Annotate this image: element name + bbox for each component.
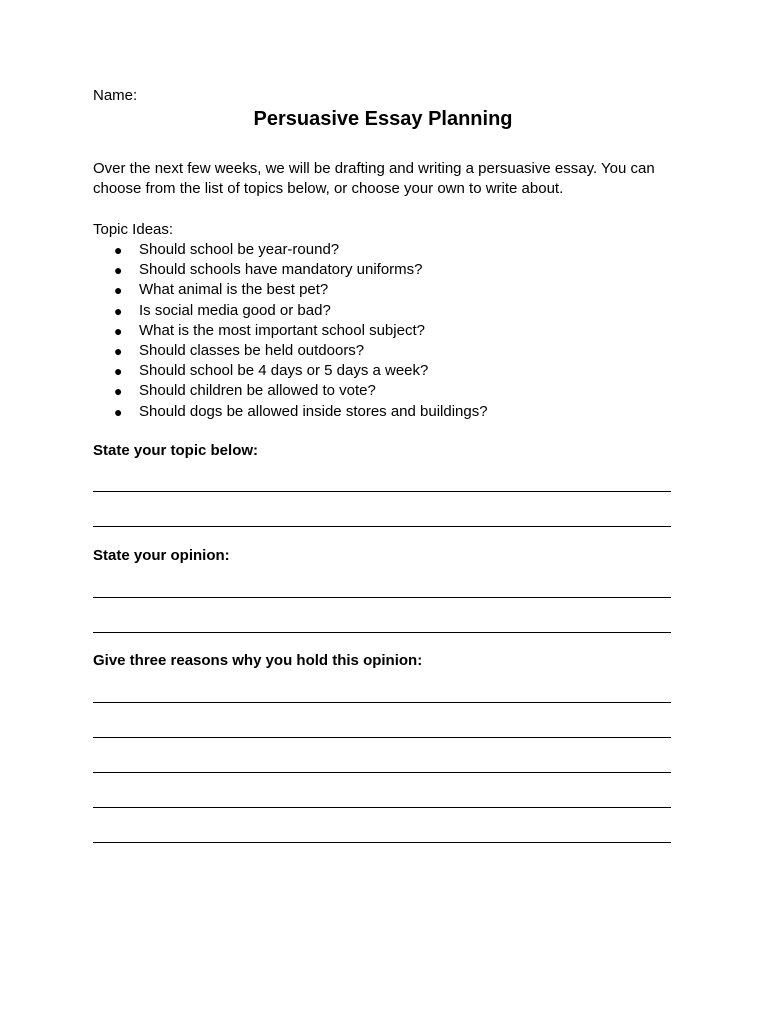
topic-text: Should school be 4 days or 5 days a week?: [139, 362, 429, 380]
topic-text: Is social media good or bad?: [139, 301, 331, 319]
topic-item: [93, 341, 488, 361]
topic-text: Should children be allowed to vote?: [139, 382, 376, 400]
topic-item: [93, 280, 488, 300]
intro-paragraph: Over the next few weeks, we will be drafting and writing a persuasive essay. You can choose from the list of topics below, or choose your own to write about.: [93, 160, 655, 197]
topic-item: [93, 321, 488, 341]
reasons-answer-line[interactable]: [93, 737, 671, 738]
topic-text: Should dogs be allowed inside stores and buildings?: [139, 402, 488, 420]
topic-answer-line[interactable]: [93, 491, 671, 492]
topic-prompt-label: State your topic below:: [93, 442, 259, 459]
bullet-icon: ●: [114, 363, 123, 380]
topic-list: [93, 240, 488, 422]
bullet-icon: ●: [114, 302, 123, 319]
topic-item: [93, 260, 488, 280]
reasons-answer-line[interactable]: [93, 772, 671, 773]
topic-answer-line[interactable]: [93, 526, 671, 527]
bullet-icon: ●: [114, 242, 123, 258]
topic-item: [93, 301, 488, 321]
opinion-answer-line[interactable]: [93, 632, 671, 633]
topic-text: Should schools have mandatory uniforms?: [139, 261, 423, 279]
name-label: Name:: [93, 87, 138, 104]
reasons-answer-line[interactable]: [93, 702, 671, 703]
topic-item: [93, 402, 488, 422]
topic-item: [93, 381, 488, 401]
topic-text: Should school be year-round?: [139, 241, 340, 258]
bullet-icon: ●: [114, 262, 123, 279]
page-title: Persuasive Essay Planning: [253, 108, 513, 130]
reasons-answer-line[interactable]: [93, 807, 671, 808]
bullet-icon: ●: [114, 322, 123, 339]
bullet-icon: ●: [114, 383, 123, 400]
opinion-answer-line[interactable]: [93, 597, 671, 598]
opinion-prompt-label: State your opinion:: [93, 547, 230, 564]
topic-ideas-label: Topic Ideas:: [93, 221, 174, 238]
topic-item: [93, 361, 488, 381]
topic-text: What animal is the best pet?: [139, 281, 329, 299]
bullet-icon: ●: [114, 282, 123, 299]
reasons-prompt-label: Give three reasons why you hold this opinion:: [93, 652, 423, 669]
topic-item: [93, 240, 488, 260]
bullet-icon: ●: [114, 342, 123, 359]
topic-text: What is the most important school subject?: [139, 321, 425, 339]
topic-text: Should classes be held outdoors?: [139, 341, 365, 359]
bullet-icon: ●: [114, 403, 123, 420]
reasons-answer-line[interactable]: [93, 842, 671, 843]
